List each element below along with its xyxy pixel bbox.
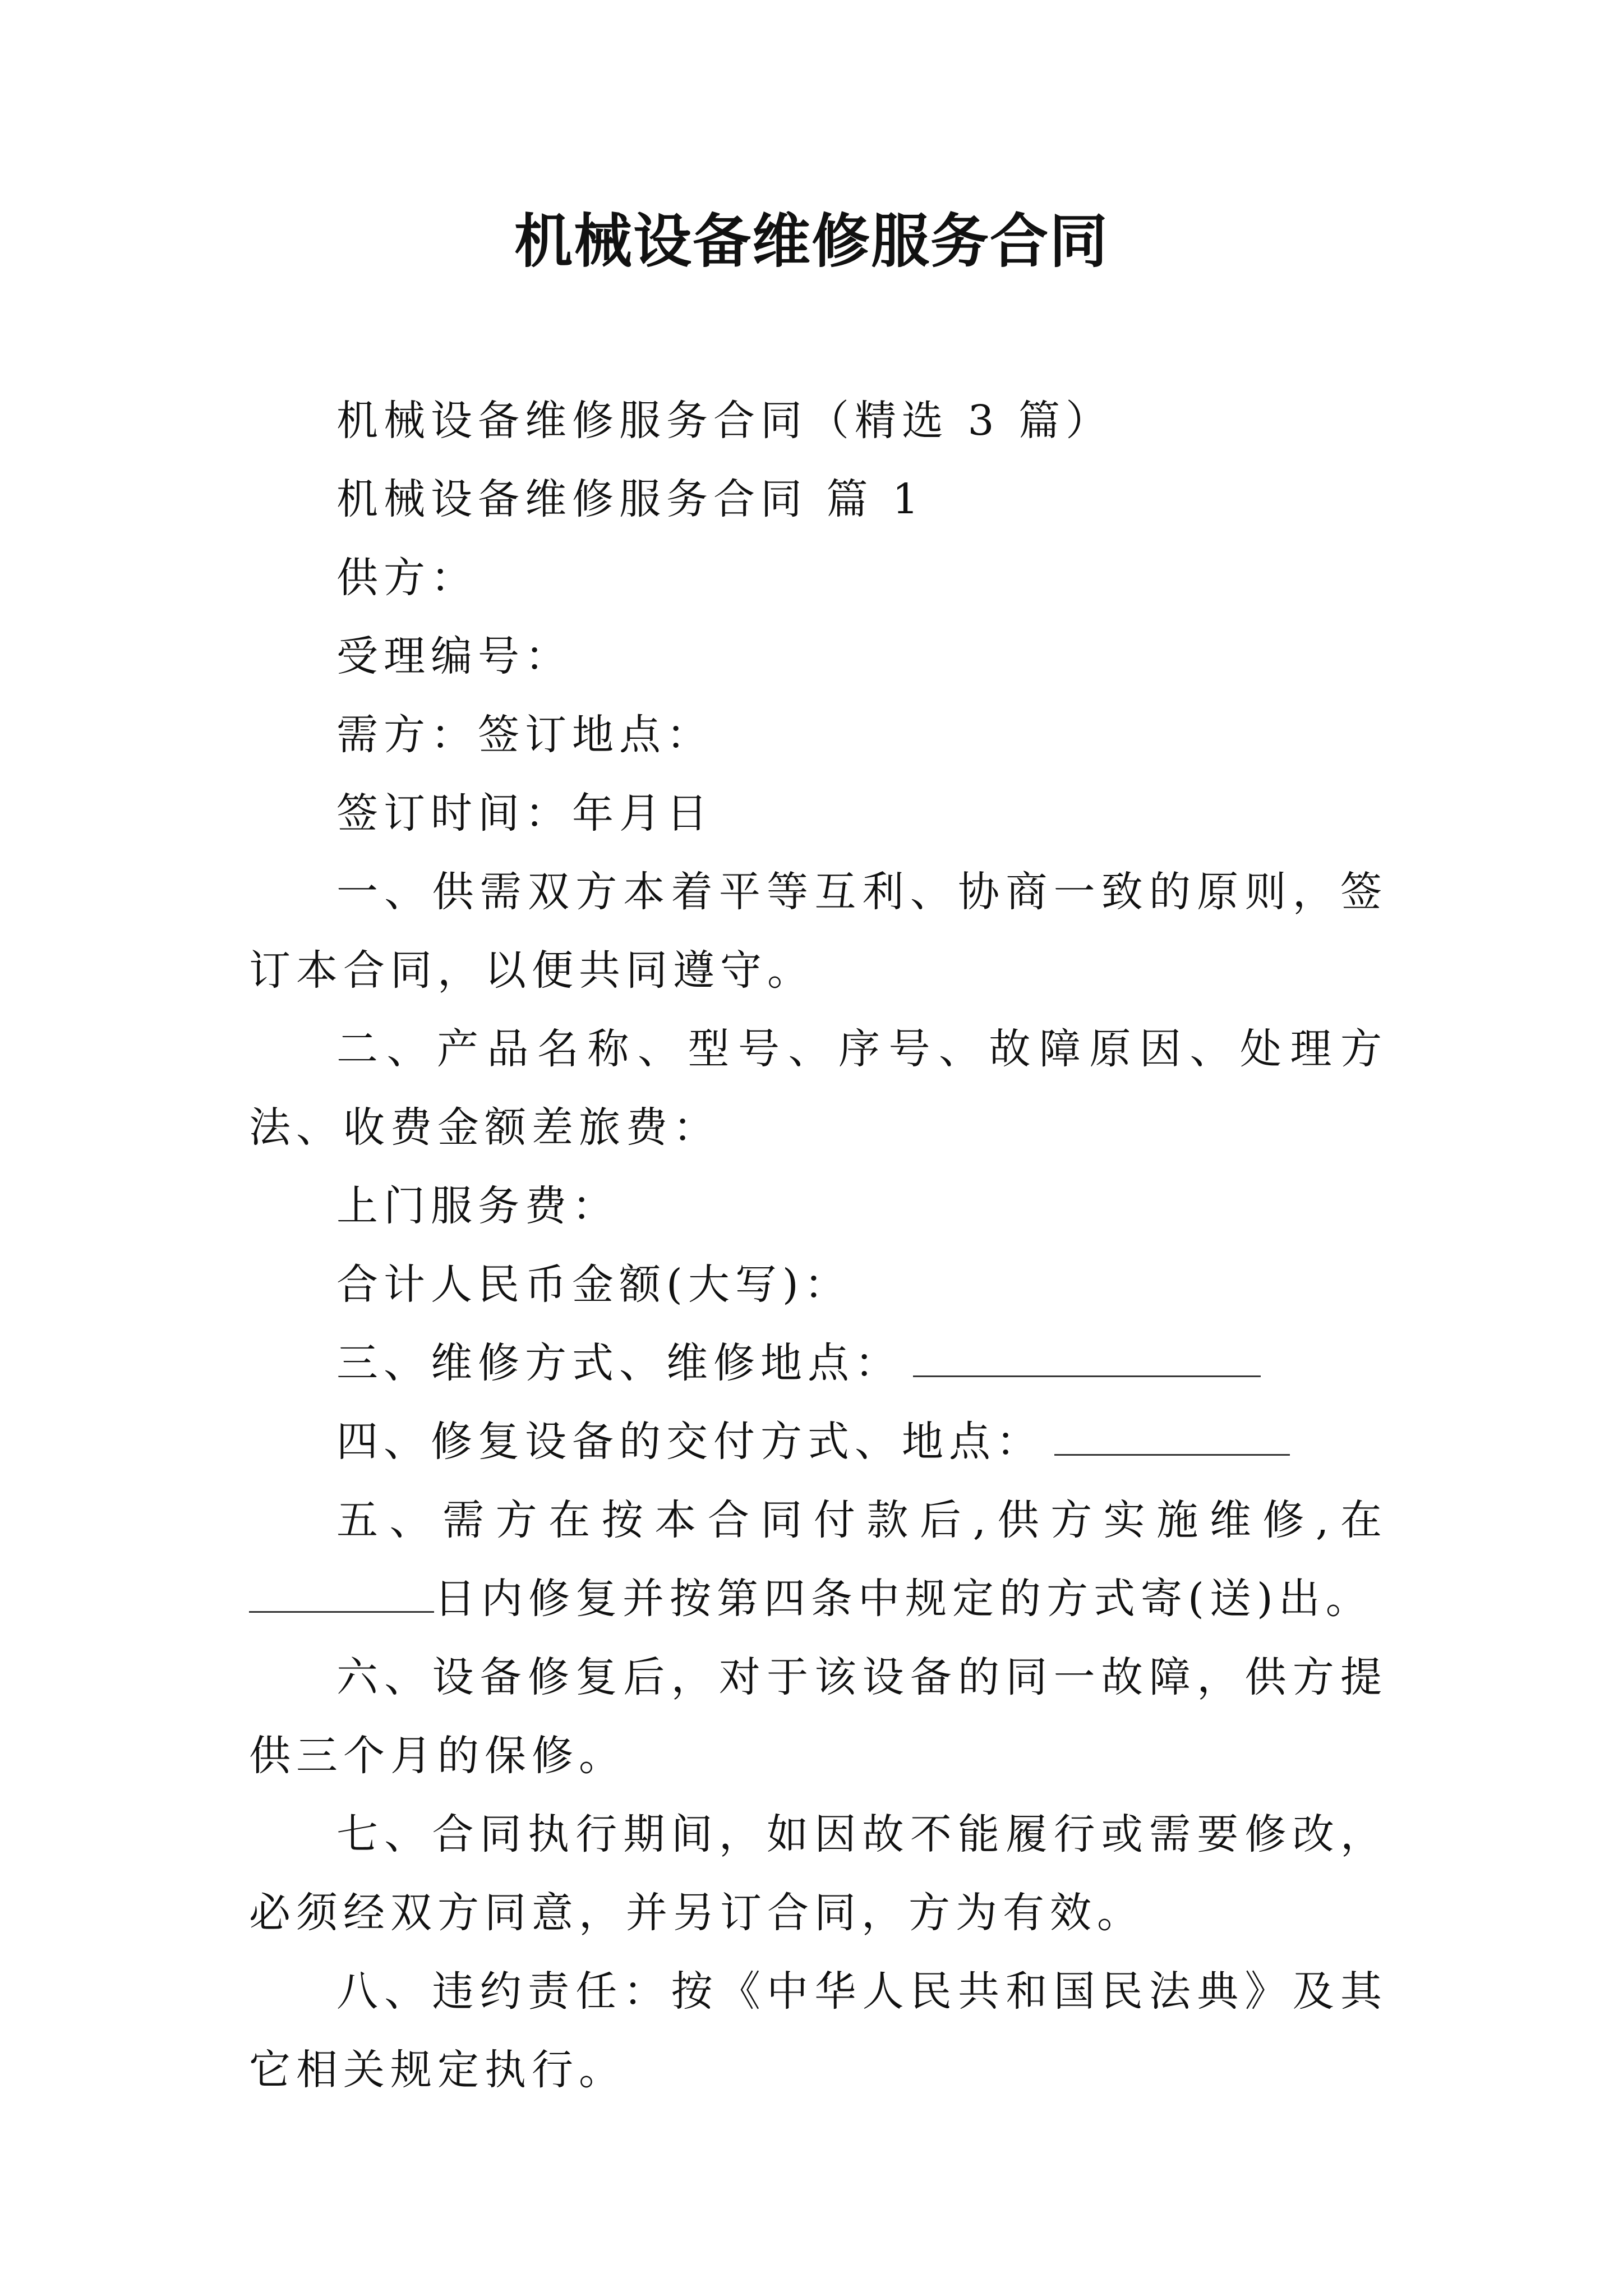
- document-body: [249, 381, 1387, 2109]
- clause-7: 七、合同执行期间，如因故不能履行或需要修改，必须经双方同意，并另订合同，方为有效。: [249, 1810, 1387, 1937]
- subtitle: 机械设备维修服务合同（精选 3 篇）: [336, 397, 1113, 445]
- buyer-and-place-label: 需方：签订地点：: [336, 711, 713, 759]
- clause-2: 二、产品名称、型号、序号、故障原因、处理方法、收费金额差旅费：: [249, 1025, 1387, 1152]
- clause-5-text-part2: 日内修复并按第四条中规定的方式寄(送)出。: [434, 1575, 1373, 1623]
- clause-6: 六、设备修复后，对于该设备的同一故障，供方提供三个月的保修。: [249, 1653, 1387, 1780]
- clause-4: [249, 1402, 1387, 1481]
- acceptance-number-label: 受理编号：: [336, 632, 572, 680]
- repair-days-blank: [249, 1572, 434, 1613]
- clause-8: 八、违约责任：按《中华人民共和国民法典》及其它相关规定执行。: [249, 1967, 1387, 2094]
- total-amount-label: 合计人民币金额(大写)：: [336, 1260, 851, 1309]
- door-service-fee-label: 上门服务费：: [336, 1182, 619, 1230]
- maintenance-place-blank: [913, 1336, 1261, 1377]
- section-heading: 机械设备维修服务合同 篇 1: [336, 475, 925, 523]
- clause-1: 一、供需双方本着平等互利、协商一致的原则，签订本合同，以便共同遵守。: [249, 868, 1387, 995]
- sign-time-label: 签订时间：年月日: [336, 789, 713, 838]
- clause-3: [249, 1324, 1387, 1402]
- delivery-method-blank: [1054, 1415, 1290, 1456]
- document-title: 机械设备维修服务合同: [514, 207, 1109, 275]
- clause-4-text: 四、修复设备的交付方式、地点：: [336, 1418, 1043, 1466]
- clause-5: [249, 1481, 1387, 1638]
- clause-5-text-part1: 五、需方在按本合同付款后,供方实施维修,在: [336, 1496, 1387, 1544]
- clause-3-text: 三、维修方式、维修地点：: [336, 1339, 902, 1387]
- supplier-label: 供方：: [336, 554, 478, 602]
